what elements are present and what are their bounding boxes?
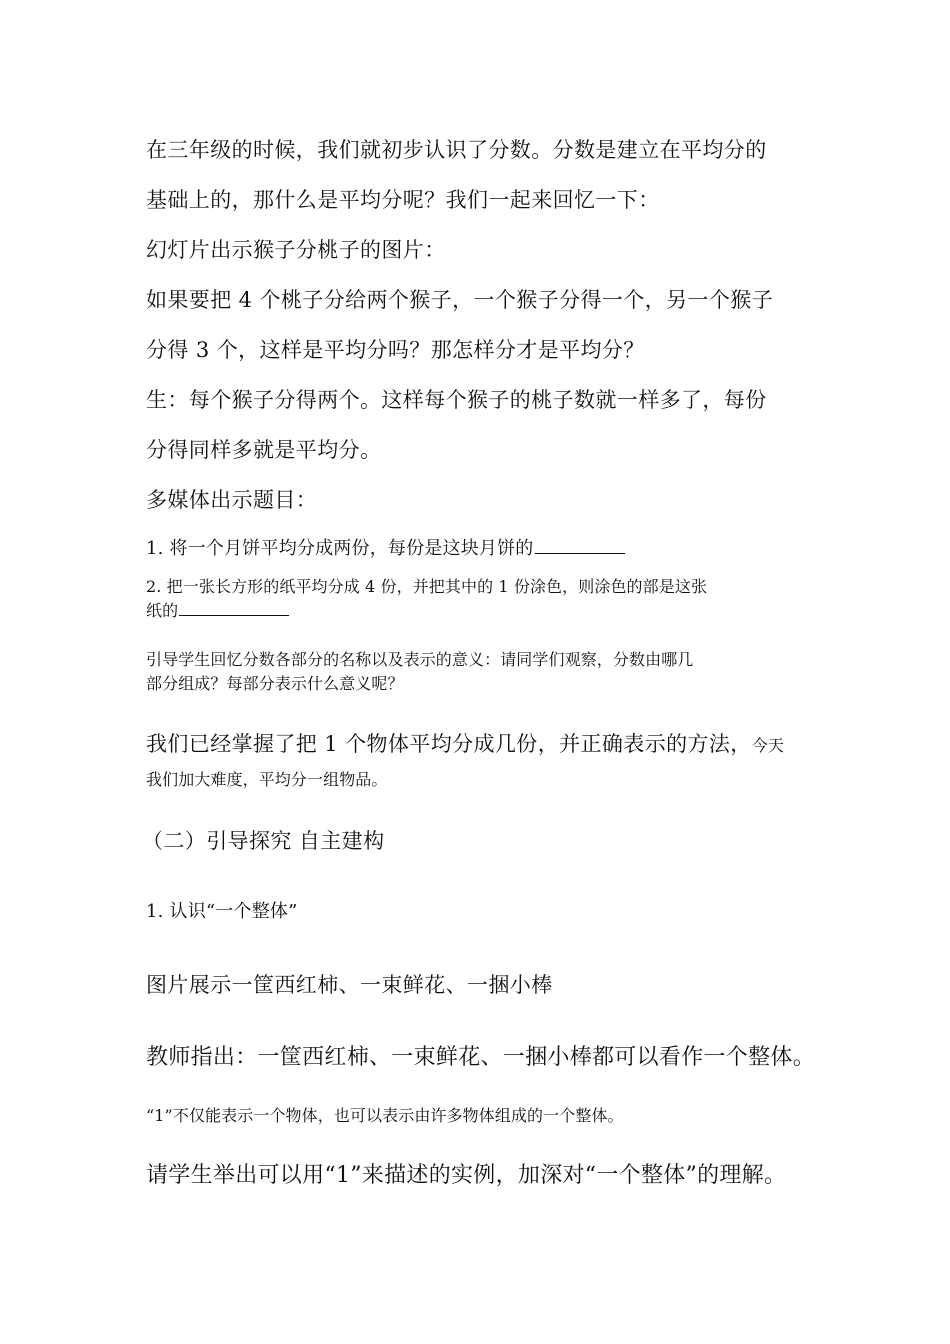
question-1-blank [535,552,625,554]
question-2-line-2 [146,603,289,619]
paragraph-picture-display: 图片展示一筐西红柿、一束鲜花、一捆小棒 [146,973,553,997]
paragraph-peach-question-line-2: 分得 3 个，这样是平均分吗？那怎样分才是平均分？ [146,338,645,362]
paragraph-mastered-line-1 [146,734,784,755]
paragraph-intro-line-2: 基础上的，那什么是平均分呢？我们一起来回忆一下： [146,188,660,212]
question-2-line-1: 2. 把一张长方形的纸平均分成 4 份，并把其中的 1 份涂色，则涂色的部是这张 [146,577,708,596]
paragraph-teacher-note: 教师指出：一筐西红柿、一束鲜花、一捆小棒都可以看作一个整体。 [146,1045,816,1070]
paragraph-mastered-small: 今天 [751,736,784,755]
question-1 [146,540,625,558]
paragraph-intro-line-1: 在三年级的时候，我们就初步认识了分数。分数是建立在平均分的 [146,138,767,162]
guide-paragraph-line-2: 部分组成？每部分表示什么意义呢？ [146,674,404,693]
question-2-text-end: 纸的 [146,601,179,620]
paragraph-student-answer-line-1: 生：每个猴子分得两个。这样每个猴子的桃子数就一样多了，每份 [146,388,767,412]
question-1-text: 1. 将一个月饼平均分成两份，每份是这块月饼的 [146,538,534,559]
guide-paragraph-line-1: 引导学生回忆分数各部分的名称以及表示的意义：请同学们观察，分数由哪几 [146,650,694,669]
question-2-blank [179,614,289,616]
paragraph-peach-question-line-1: 如果要把 4 个桃子分给两个猴子，一个猴子分得一个，另一个猴子 [146,288,774,312]
paragraph-multimedia-note: 多媒体出示题目： [146,488,318,512]
paragraph-mastered-large: 我们已经掌握了把 1 个物体平均分成几份，并正确表示的方法， [146,732,752,756]
paragraph-slide-note: 幻灯片出示猴子分桃子的图片： [146,238,446,262]
item-1-heading: 1. 认识“一个整体” [146,901,298,922]
paragraph-one-meaning: “1”不仅能表示一个物体，也可以表示由许多物体组成的一个整体。 [146,1106,624,1125]
paragraph-student-answer-line-2: 分得同样多就是平均分。 [146,438,382,462]
section-heading: （二）引导探究 自主建构 [142,829,385,853]
paragraph-mastered-line-2: 我们加大难度，平均分一组物品。 [146,770,388,789]
paragraph-student-examples: 请学生举出可以用“1”来描述的实例，加深对“一个整体”的理解。 [146,1163,787,1188]
